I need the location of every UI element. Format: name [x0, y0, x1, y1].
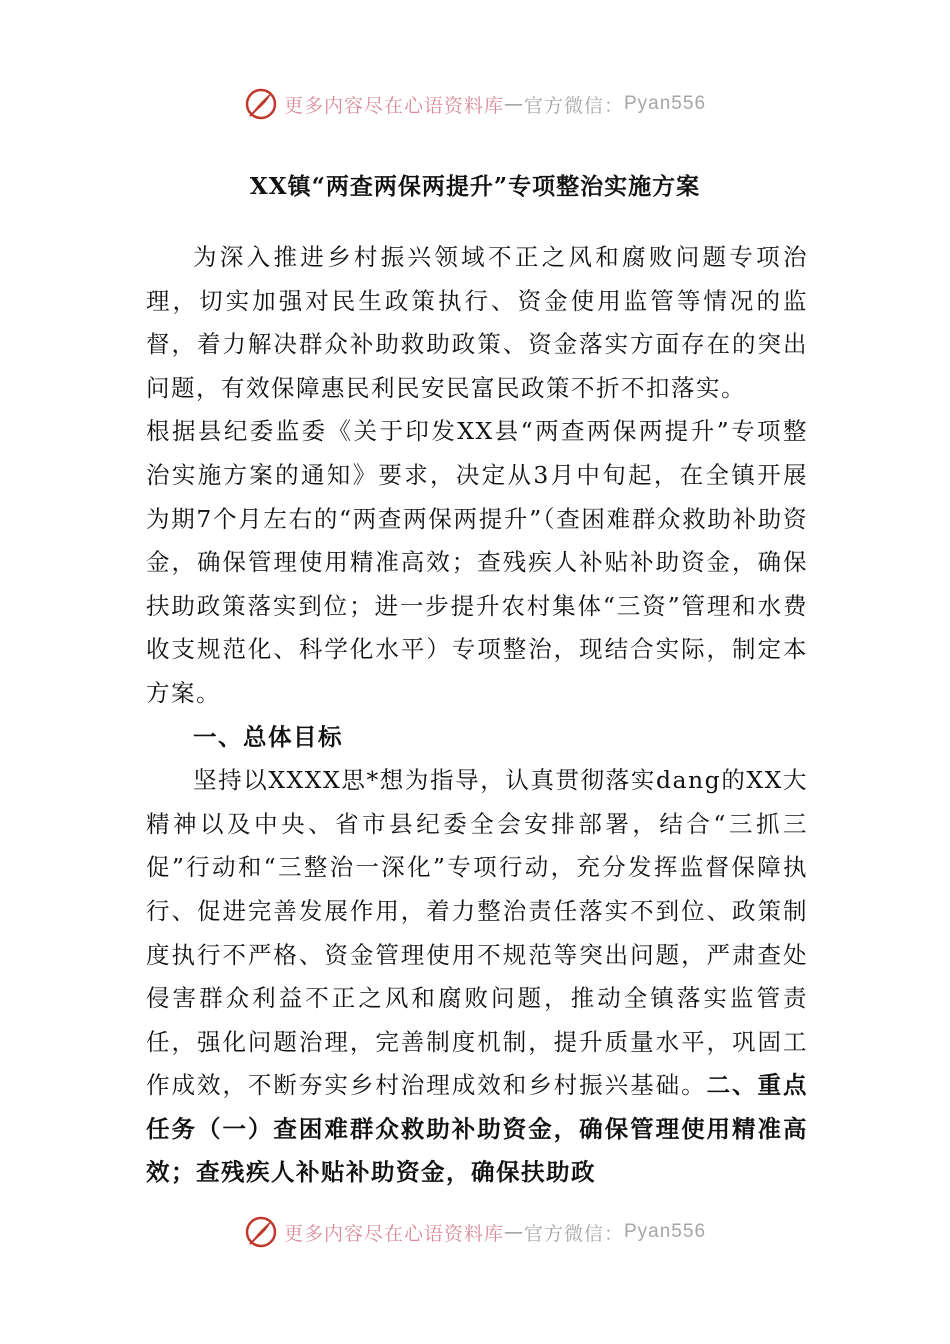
section-1-paragraph: [146, 759, 808, 1195]
quill-logo-icon: [244, 87, 278, 121]
section-1-heading: 一、总体目标: [193, 722, 343, 751]
watermark-separator: —: [503, 1221, 524, 1243]
watermark-text: 更多内容尽在心语资料库: [283, 1222, 504, 1245]
watermark-wechat-label: 官方微信：: [523, 94, 624, 117]
watermark-wechat-id: Pyan556: [624, 93, 707, 114]
watermark-footer: [0, 1212, 950, 1252]
watermark-text: 更多内容尽在心语资料库: [283, 94, 504, 117]
document-body: [146, 236, 808, 1195]
intro-paragraph: [146, 236, 808, 410]
basis-paragraph: 根据县纪委监委《关于印发XX县“两查两保两提升”专项整治实施方案的通知》要求，决定从3月中旬起，在全镇开展为期7个月左右的“两查两保两提升”（查困难群众救助补助资金，确保管理使用精准高效；查残疾人补贴补助资金，确保扶助政策落实到位；进一步提升农村集体“三资”管理和水费收支规范化、科学化水平）专项整治，现结合实际，制定本方案。: [146, 417, 808, 707]
document-title: XX镇“两查两保两提升”专项整治实施方案: [249, 173, 701, 200]
watermark-separator: —: [503, 93, 524, 115]
watermark-wechat-id: Pyan556: [624, 1221, 707, 1242]
intro-text: 为深入推进乡村振兴领域不正之风和腐败问题专项治理，切实加强对民生政策执行、资金使用监管等情况的监督，着力解决群众补助救助政策、资金落实方面存在的突出问题，有效保障惠民利民安民富民政策不折不扣落实。: [146, 243, 808, 402]
watermark-header: [0, 84, 950, 124]
quill-logo-icon: [244, 1215, 278, 1249]
section-2-heading: 二、重点任务（一）查困难群众救助补助资金，确保管理使用精准高效；查残疾人补贴补助资金，确保扶助政: [146, 1071, 809, 1187]
watermark-wechat-label: 官方微信：: [523, 1222, 624, 1245]
section-1-text: 坚持以XXXX思*想为指导，认真贯彻落实dang的XX大精神以及中央、省市县纪委全会安排部署，结合“三抓三促”行动和“三整治一深化”专项行动，充分发挥监督保障执行、促进完善发展作用，着力整治责任落实不到位、政策制度执行不严格、资金管理使用不规范等突出问题，严肃查处侵害群众利益不正之风和腐败问题，推动全镇落实监管责任，强化问题治理，完善制度机制，提升质量水平，巩固工作成效，不断夯实乡村治理成效和乡村振兴基础。: [146, 766, 808, 1100]
